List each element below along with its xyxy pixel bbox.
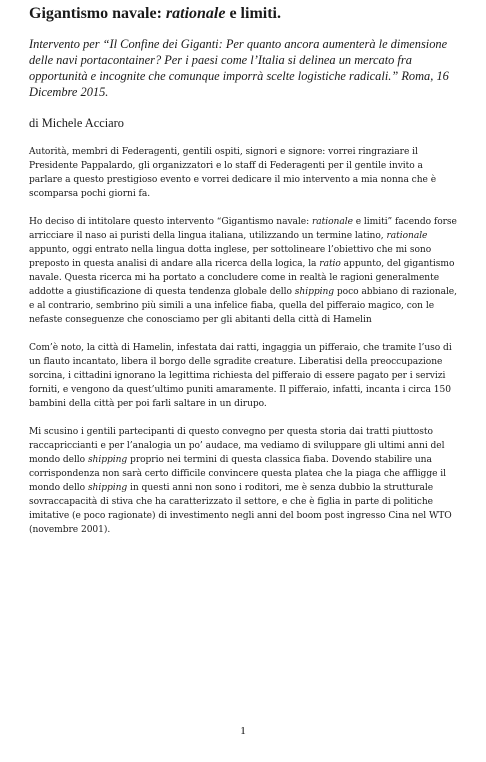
p2-italic-rationale: rationale (311, 217, 353, 227)
p4-text-a: Mi scusino i gentili partecipanti di questo convegno per questa storia dai tratti piuttosto raccapriccianti e per l’analogia un po’ audace, ma vediamo di sviluppare gli ultimi anni del mondo dello (29, 427, 445, 465)
intro-paragraph: Intervento per “Il Confine dei Giganti: Per quanto ancora aumenterà le dimensione delle navi portacontainer? Per i paesi come l’Italia si delinea un mercato fra opportunità e incognite che comunque imporrà scelte logistiche radicali.” Roma, 16 Dicembre 2015. (29, 37, 449, 99)
p2-italic-shipping: shipping (294, 287, 335, 297)
p4-italic-shipping-2: shipping (87, 483, 128, 493)
paragraph-2 (29, 215, 457, 327)
p2-text-i: poco abbiano di razionale, e al contrario, sembrino più simili a una infelice fiaba, quella del pifferaio magico, con le nefaste conseguenze che conosciamo per gli abitanti della città di Hamelin (29, 287, 457, 325)
title-end: e limiti. (225, 5, 281, 22)
title-main: Gigantismo navale: (29, 5, 166, 22)
p2-text-a: Ho deciso di intitolare questo intervento “Gigantismo navale: (29, 217, 312, 227)
p2-italic-ratio: ratio (319, 259, 341, 269)
p2-italic-rationale-2: rationale (386, 231, 428, 241)
p4-italic-shipping: shipping (87, 455, 128, 465)
p2-text-c: e limiti” facendo forse arricciare il naso ai puristi della lingua italiana, utilizzando un termine latino, (29, 217, 457, 241)
page-number: 1 (240, 725, 246, 737)
author-line: di Michele Acciaro (29, 116, 124, 130)
paragraph-3: Com’è noto, la città di Hamelin, infestata dai ratti, ingaggia un pifferaio, che tramite l’uso di un flauto incantato, libera il borgo delle sgradite creature. Liberatisi della preoccupazione sorcina, i cittadini ignorano la legittima richiesta del pifferaio di essere pagato per i servizi forniti, e vengono da quest’ultimo puniti amaramente. Il pifferaio, infatti, incanta i circa 150 bambini della città per poi farli saltare in un dirupo. (29, 343, 452, 409)
title-italic: rationale (165, 5, 226, 22)
document-title (29, 4, 457, 24)
paragraph-4 (29, 425, 457, 537)
p2-text-g: appunto, del gigantismo navale. Questa ricerca mi ha portato a concludere come in realtà le ragioni generalmente addotte a giustificazione di questa tendenza globale dello (29, 259, 455, 297)
p4-text-e: in questi anni non sono i roditori, me è senza dubbio la strutturale sovraccapacità di stiva che ha caratterizzato il settore, e che è figlia in parte di politiche imitative (e poco ragionate) di investimento negli anni del boom post ingresso Cina nel WTO (novembre 2001). (29, 483, 452, 535)
paragraph-1: Autorità, membri di Federagenti, gentili ospiti, signori e signore: vorrei ringraziare il Presidente Pappalardo, gli organizzatori e lo staff di Federagenti per il gentile invito a parlare a questo prestigioso evento e vorrei dedicare il mio intervento a mia nonna che è scomparsa pochi giorni fa. (29, 147, 437, 199)
p4-text-c: proprio nei termini di questa classica fiaba. Dovendo stabilire una corrispondenza non sarà certo difficile convincere questa platea che la piaga che affligge il mondo dello (29, 455, 446, 493)
p2-text-e: appunto, oggi entrato nella lingua dotta inglese, per sottolineare l’obiettivo che mi sono preposto in questa analisi di andare alla ricerca della logica, la (29, 245, 432, 269)
